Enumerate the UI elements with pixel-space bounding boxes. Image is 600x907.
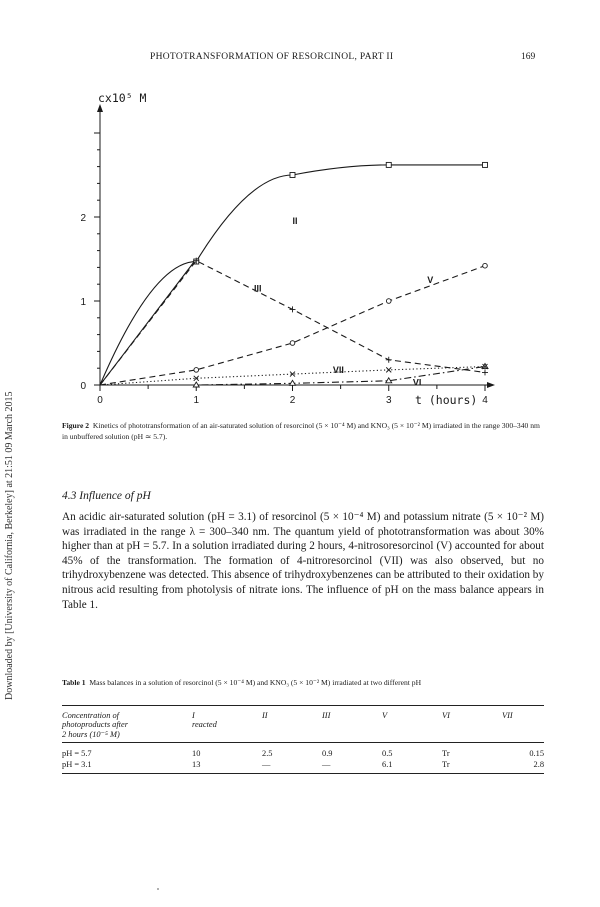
figure-label: Figure 2 — [62, 421, 90, 430]
data-point-plus — [482, 369, 488, 375]
data-point-cross — [386, 367, 391, 372]
y-axis-label: cx10⁵ M — [98, 91, 147, 105]
table-label: Table 1 — [62, 678, 86, 687]
series-label-v: V — [427, 275, 434, 285]
y-tick-label: 0 — [80, 381, 86, 392]
data-point-plus — [290, 306, 296, 312]
section-title: 4.3 Influence of pH — [62, 490, 151, 502]
table-cell: 13 — [192, 760, 201, 769]
data-point-square — [290, 173, 295, 178]
table-cell: Tr — [442, 760, 450, 769]
table-row — [62, 759, 544, 774]
y-tick-label: 1 — [80, 297, 86, 308]
x-tick-label: 2 — [289, 395, 296, 406]
y-tick-label: 2 — [80, 213, 86, 224]
data-point-square — [483, 162, 488, 167]
data-point-circle — [386, 299, 391, 304]
data-point-circle — [194, 368, 199, 373]
table-cell: 0.9 — [322, 749, 333, 758]
series-label-vi: VI — [412, 377, 422, 388]
header-col-ii: II — [262, 711, 268, 720]
x-tick-label: 3 — [385, 395, 392, 406]
table-caption — [62, 678, 544, 689]
table-cell: 0.15 — [529, 749, 544, 758]
table-cell: 2.8 — [533, 760, 544, 769]
table-cell: 10 — [192, 749, 201, 758]
x-axis-label: t (hours) — [415, 393, 478, 407]
table-cell: — — [262, 760, 271, 769]
header-col-vi: VI — [442, 711, 450, 720]
table-cell: 2.5 — [262, 749, 273, 758]
download-watermark — [2, 180, 16, 700]
figure-caption-text: Kinetics of phototransformation of an air-saturated solution of resorcinol (5 × 10⁻⁴ M) and KNO₃ (5 × 10⁻² M) irradiated in the range 300–340 nm in unbuffered solution (pH ≃ 5.7). — [62, 421, 540, 441]
figure-caption — [62, 421, 542, 442]
x-tick-label: 1 — [193, 395, 200, 406]
header-concentration: Concentration of photoproducts after 2 hours (10⁻⁵ M) — [62, 711, 128, 739]
table-cell: 0.5 — [382, 749, 393, 758]
header-col-vii: VII — [502, 711, 513, 720]
kinetics-chart — [58, 88, 498, 418]
table-row — [62, 743, 544, 760]
data-point-plus — [386, 357, 392, 363]
mass-balance-table — [62, 705, 544, 774]
download-note-text: Downloaded by [University of California, Berkeley] at 21:51 09 March 2015 — [4, 391, 15, 700]
y-axis-arrow — [97, 104, 103, 112]
table-cell: 6.1 — [382, 760, 393, 769]
data-point-circle — [483, 263, 488, 268]
x-tick-label: 0 — [97, 395, 103, 406]
x-tick-label: 4 — [482, 395, 488, 406]
header-col-i: I reacted — [192, 711, 217, 729]
table-caption-text: Mass balances in a solution of resorcinol (5 × 10⁻⁴ M) and KNO₃ (5 × 10⁻² M) irradiated at two different pH — [89, 678, 422, 687]
running-title: PHOTOTRANSFORMATION OF RESORCINOL, PART II — [150, 52, 394, 62]
table-cell: Tr — [442, 749, 450, 758]
series-label-iii: III — [254, 283, 262, 294]
series-label-vii: VII — [332, 364, 344, 375]
x-axis-arrow — [487, 382, 495, 388]
body-paragraph: An acidic air-saturated solution (pH = 3.1) of resorcinol (5 × 10⁻⁴ M) and potassium nitrate (5 × 10⁻² M) was irradiated in the range λ = 300–340 nm. The quantum yield of phototransformation was about 30% higher than at pH = 5.7. In a solution irradiated during 2 hours, 4-nitrosoresorcinol (V) accounted for about 45% of the transformation. The formation of 4-nitroresorcinol (VII) was also observed, but no trihydroxybenzene was detected. This absence of trihydroxybenzenes can be attributed to their oxidation by nitrous acid resulting from photolysis of nitrate ions. The influence of pH on the mass balance appears in Table 1. — [62, 511, 544, 611]
data-point-circle — [290, 341, 295, 346]
table-header-row — [62, 706, 544, 743]
data-point-square — [386, 162, 391, 167]
stray-mark — [157, 888, 159, 890]
row-label: pH = 3.1 — [62, 760, 92, 769]
table-cell: — — [322, 760, 331, 769]
row-label: pH = 5.7 — [62, 749, 92, 758]
series-label-ii: II — [292, 216, 298, 227]
header-col-v: V — [382, 711, 388, 720]
page-number: 169 — [521, 52, 536, 62]
header-col-iii: III — [322, 711, 331, 720]
